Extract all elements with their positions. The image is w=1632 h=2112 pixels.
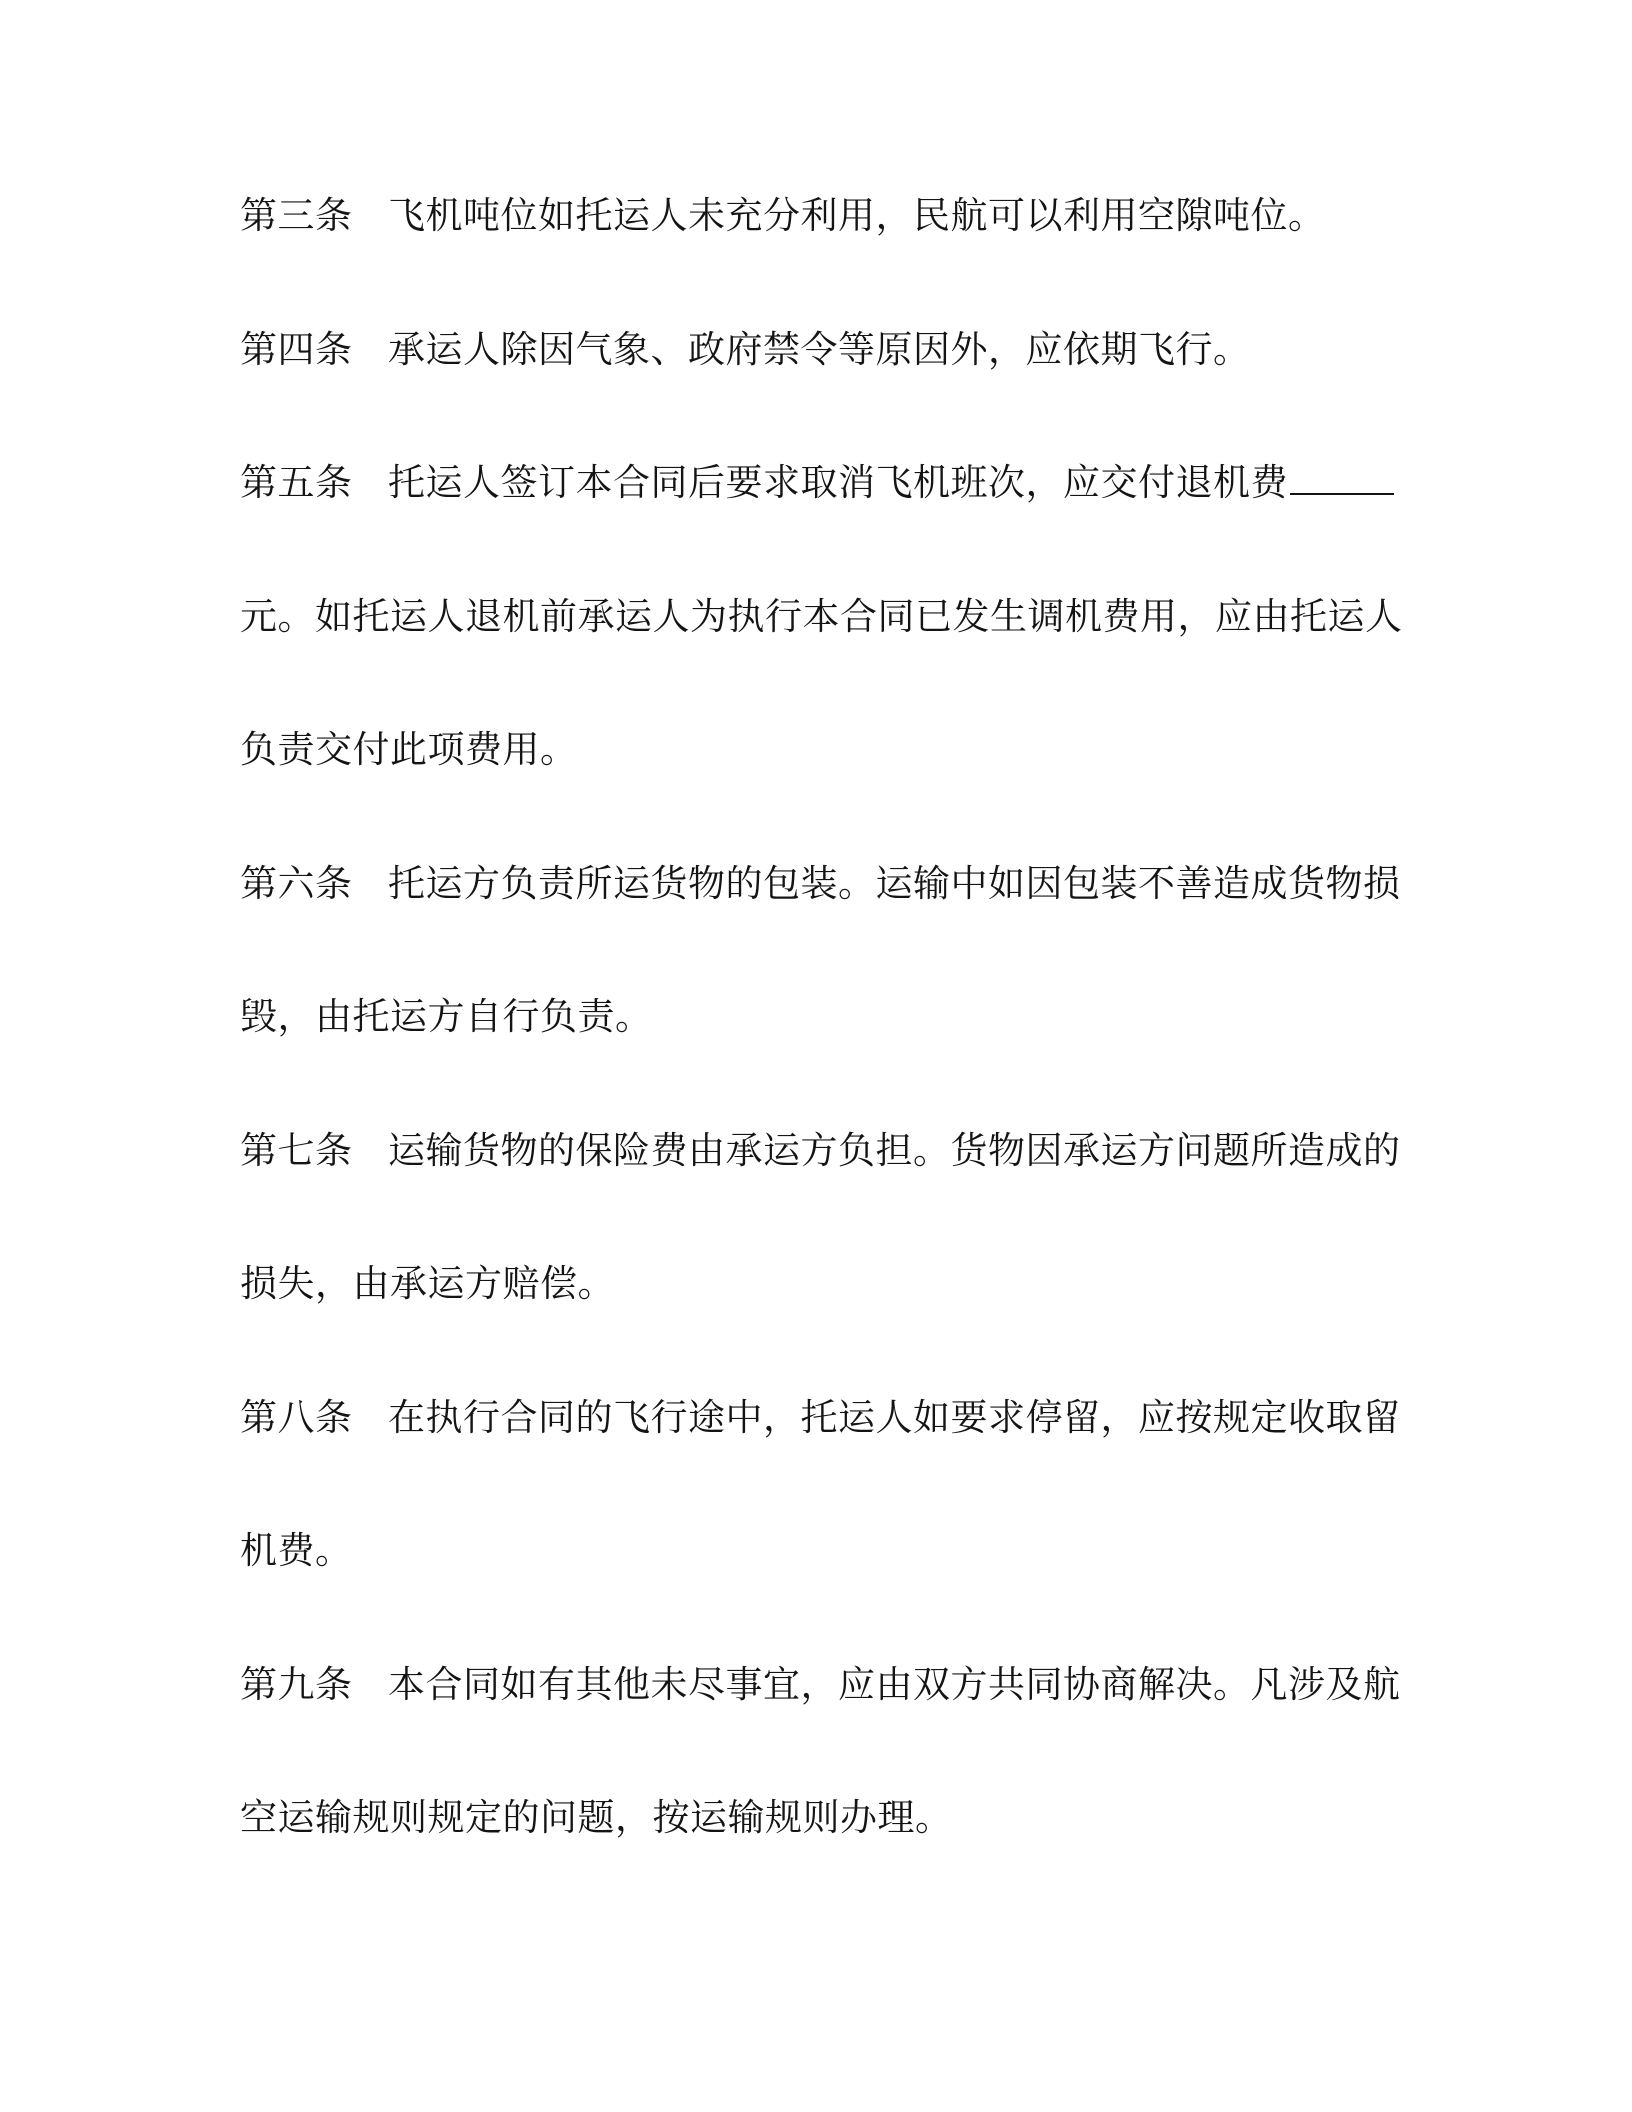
article-8-line-2 bbox=[240, 1521, 1400, 1581]
article-7-line-2 bbox=[240, 1254, 1400, 1314]
article-4-label: 第四条 bbox=[240, 328, 353, 371]
article-8-label: 第八条 bbox=[240, 1396, 353, 1439]
article-6-text-1: 托运方负责所运货物的包装。运输中如因包装不善造成货物损 bbox=[388, 862, 1401, 905]
article-5-text-1: 托运人签订本合同后要求取消飞机班次，应交付退机费 bbox=[388, 461, 1288, 504]
article-5-line-3 bbox=[240, 720, 1400, 780]
article-4-line-1 bbox=[240, 320, 1400, 380]
article-3-label: 第三条 bbox=[240, 194, 353, 237]
article-9-line-1 bbox=[240, 1655, 1400, 1715]
article-3-line-1 bbox=[240, 186, 1400, 246]
article-6-line-1 bbox=[240, 854, 1400, 914]
article-9-text-2: 空运输规则规定的问题，按运输规则办理。 bbox=[240, 1796, 953, 1839]
article-9-text-1: 本合同如有其他未尽事宜，应由双方共同协商解决。凡涉及航 bbox=[388, 1663, 1401, 1706]
refund-fee-blank bbox=[1290, 455, 1394, 495]
article-6-label: 第六条 bbox=[240, 862, 353, 905]
article-8-text-1: 在执行合同的飞行途中，托运人如要求停留，应按规定收取留 bbox=[388, 1396, 1401, 1439]
article-9-label: 第九条 bbox=[240, 1663, 353, 1706]
article-8-line-1 bbox=[240, 1388, 1400, 1448]
article-3-text: 飞机吨位如托运人未充分利用，民航可以利用空隙吨位。 bbox=[388, 194, 1326, 237]
article-5-line-2 bbox=[240, 587, 1403, 647]
article-9-line-2 bbox=[240, 1788, 1400, 1848]
article-5-line-1 bbox=[240, 453, 1400, 513]
article-5-text-2: 元。如托运人退机前承运人为执行本合同已发生调机费用，应由托运人 bbox=[240, 595, 1403, 638]
article-7-text-2: 损失，由承运方赔偿。 bbox=[240, 1262, 615, 1305]
article-7-label: 第七条 bbox=[240, 1129, 353, 1172]
article-5-label: 第五条 bbox=[240, 461, 353, 504]
article-7-text-1: 运输货物的保险费由承运方负担。货物因承运方问题所造成的 bbox=[388, 1129, 1401, 1172]
article-4-text: 承运人除因气象、政府禁令等原因外，应依期飞行。 bbox=[388, 328, 1251, 371]
article-6-text-2: 毁，由托运方自行负责。 bbox=[240, 995, 653, 1038]
article-8-text-2: 机费。 bbox=[240, 1529, 353, 1572]
article-5-text-3: 负责交付此项费用。 bbox=[240, 728, 578, 771]
article-6-line-2 bbox=[240, 987, 1400, 1047]
article-7-line-1 bbox=[240, 1121, 1400, 1181]
